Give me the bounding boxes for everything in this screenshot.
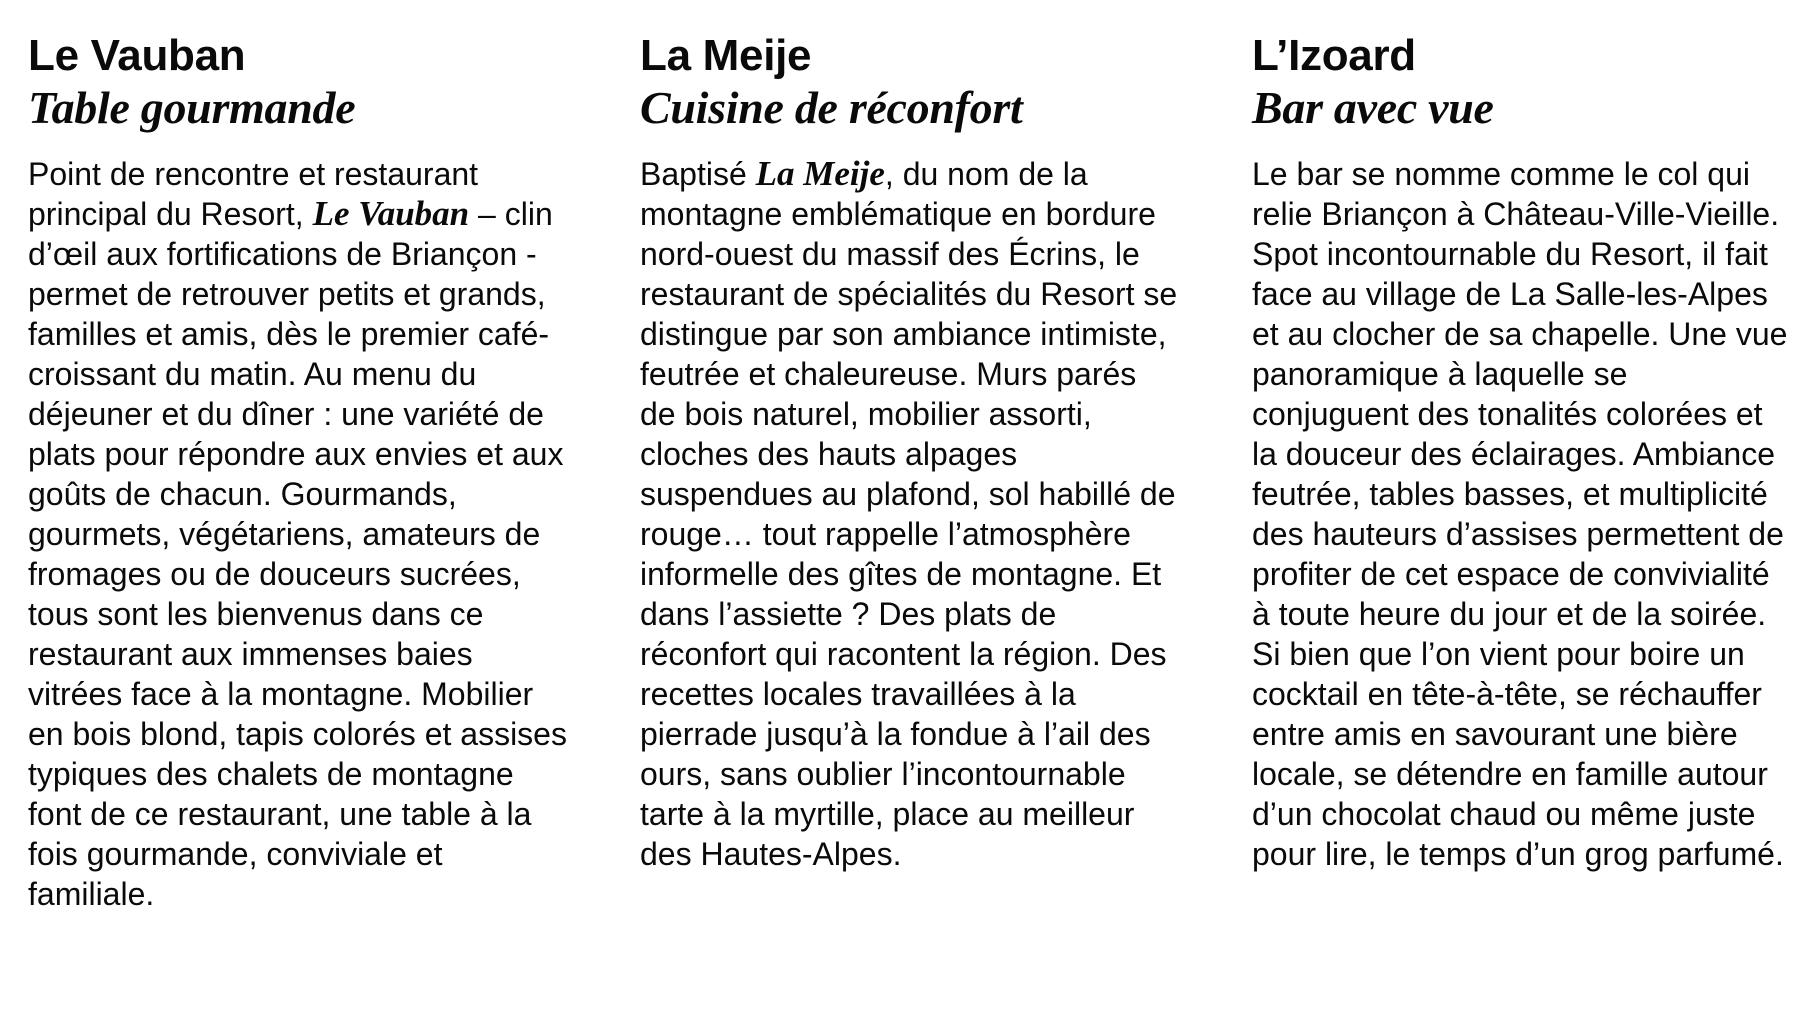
column-description <box>28 154 568 914</box>
description-text-before: Le bar se nomme comme le col qui relie Briançon à Château-Ville-Vieille. Spot incontournable du Resort, il fait face au village de La Salle-les-Alpes et au clocher de sa chapelle. Une vue panoramique à laquelle se conjuguent des tonalités colorées et la douceur des éclairages. Ambiance feutrée, tables basses, et multiplicité des hauteurs d’assises permettent de profiter de cet espace de convivialité à toute heure du jour et de la soirée. Si bien que l’on vient pour boire un cocktail en tête-à-tête, se réchauffer entre amis en savourant une bière locale, se détendre en famille autour d’un chocolat chaud ou même juste pour lire, le temps d’un grog parfumé. <box>1252 156 1788 872</box>
column-title: L’Izoard <box>1252 31 1416 80</box>
column-description <box>640 154 1180 874</box>
column-le-vauban <box>28 30 568 914</box>
column-title: La Meije <box>640 31 812 80</box>
column-subtitle: Bar avec vue <box>1252 82 1494 133</box>
column-description <box>1252 154 1792 874</box>
column-subtitle: Cuisine de réconfort <box>640 82 1023 133</box>
description-text-before: Baptisé <box>640 156 756 192</box>
description-text-after: , du nom de la montagne emblématique en bordure nord-ouest du massif des Écrins, le restaurant de spécialités du Resort se distingue par son ambiance intimiste, feutrée et chaleureuse. Murs parés de bois naturel, mobilier assorti, cloches des hauts alpages suspendues au plafond, sol habillé de rouge… tout rappelle l’atmosphère informelle des gîtes de montagne. Et dans l’assiette ? Des plats de réconfort qui racontent la région. Des recettes locales travaillées à la pierrade jusqu’à la fondue à l’ail des ours, sans oublier l’incontournable tarte à la myrtille, place au meilleur des Hautes-Alpes. <box>640 156 1178 872</box>
column-l-izoard <box>1252 30 1792 914</box>
brand-name: Le Vauban <box>312 194 470 233</box>
description-text-before: Point de rencontre et restaurant principal du Resort, <box>28 156 479 232</box>
column-subtitle: Table gourmande <box>28 82 356 133</box>
brand-name: La Meije <box>755 154 885 193</box>
column-la-meije <box>640 30 1180 914</box>
restaurant-columns <box>28 30 1788 914</box>
column-title: Le Vauban <box>28 31 246 80</box>
description-text-after: – clin d’œil aux fortifications de Briançon - permet de retrouver petits et grands, familles et amis, dès le premier café-croissant du matin. Au menu du déjeuner et du dîner : une variété de plats pour répondre aux envies et aux goûts de chacun. Gourmands, gourmets, végétariens, amateurs de fromages ou de douceurs sucrées, tous sont les bienvenus dans ce restaurant aux immenses baies vitrées face à la montagne. Mobilier en bois blond, tapis colorés et assises typiques des chalets de montagne font de ce restaurant, une table à la fois gourmande, conviviale et familiale. <box>28 196 567 912</box>
